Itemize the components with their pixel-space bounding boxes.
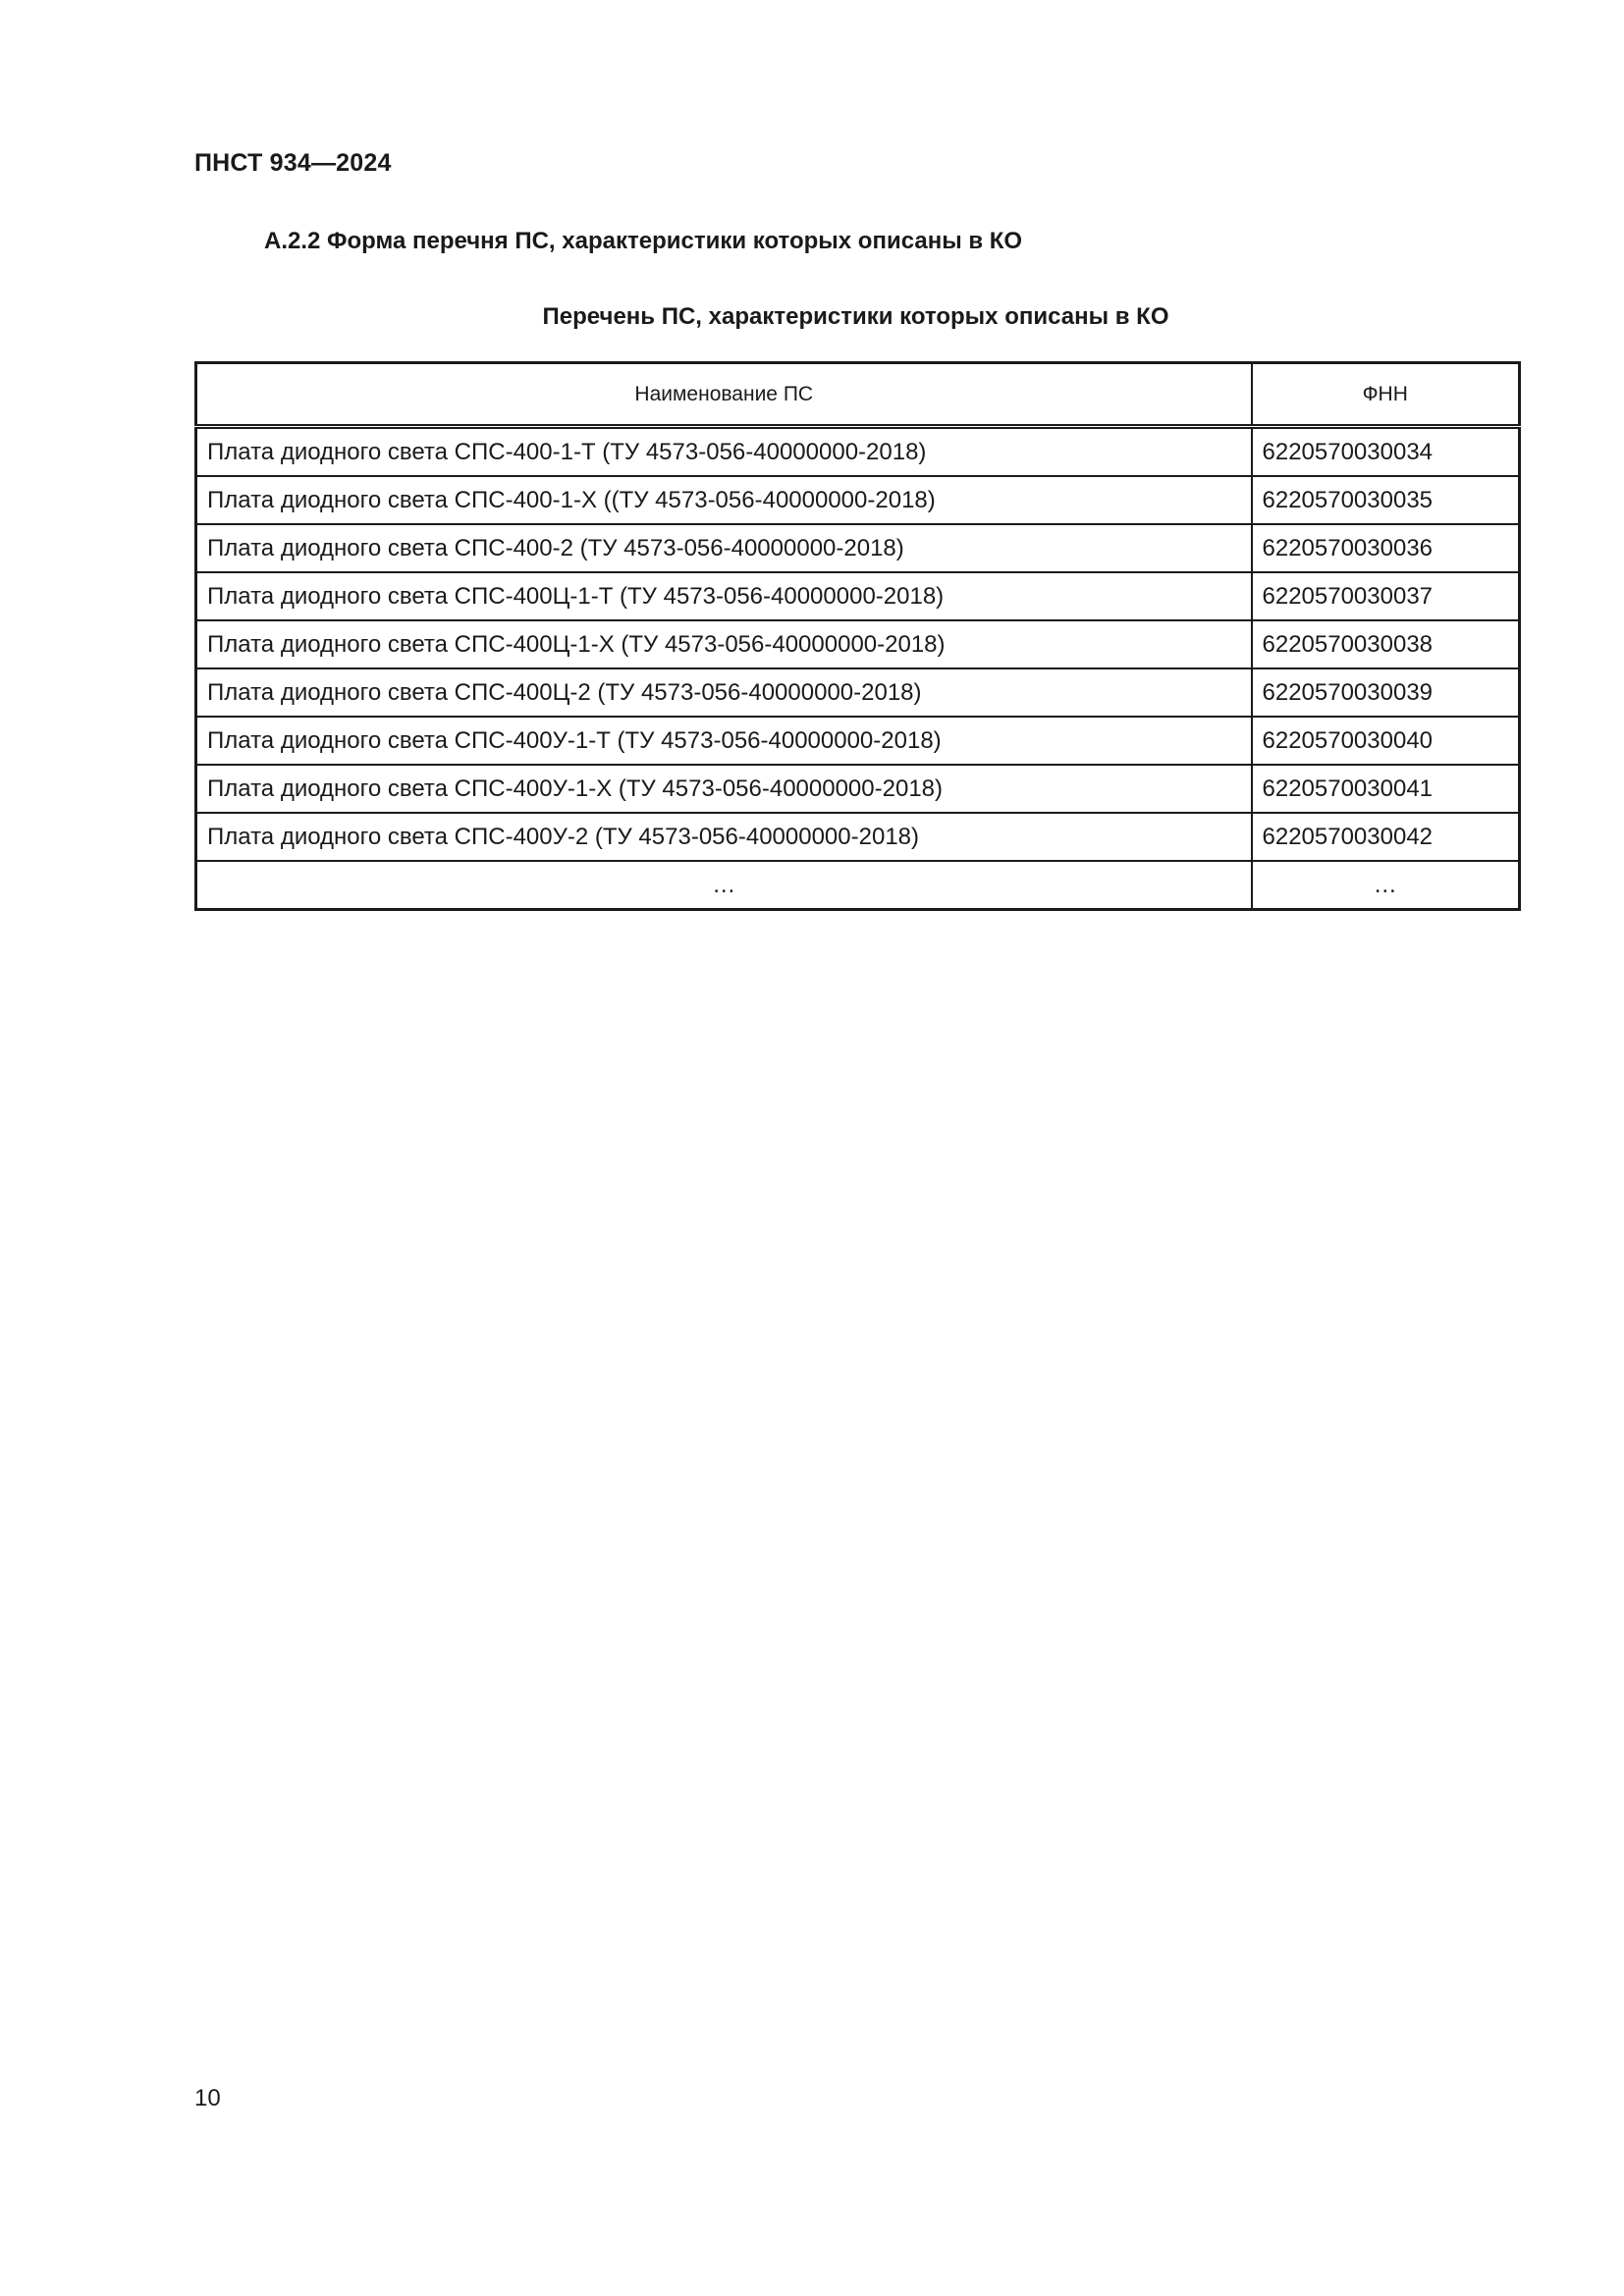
table-row xyxy=(196,765,1520,813)
table-row xyxy=(196,813,1520,861)
table-row xyxy=(196,524,1520,572)
table-row xyxy=(196,476,1520,524)
product-list-table xyxy=(194,361,1521,911)
table-row xyxy=(196,717,1520,765)
product-name-cell: Плата диодного света СПС-400У-1-Т (ТУ 4573-056-40000000-2018) xyxy=(196,717,1252,765)
table-row xyxy=(196,620,1520,668)
product-name-cell: Плата диодного света СПС-400У-2 (ТУ 4573-056-40000000-2018) xyxy=(196,813,1252,861)
table-row-ellipsis xyxy=(196,861,1520,910)
fnn-cell: 6220570030038 xyxy=(1252,620,1520,668)
table-caption: Перечень ПС, характеристики которых описаны в КО xyxy=(542,303,1169,330)
product-name-cell: Плата диодного света СПС-400Ц-1-Т (ТУ 4573-056-40000000-2018) xyxy=(196,572,1252,620)
fnn-cell: 6220570030041 xyxy=(1252,765,1520,813)
table-row xyxy=(196,572,1520,620)
fnn-cell: 6220570030035 xyxy=(1252,476,1520,524)
page-number: 10 xyxy=(194,2085,221,2111)
table-row xyxy=(196,668,1520,717)
table-row xyxy=(196,427,1520,477)
fnn-ellipsis-cell: … xyxy=(1252,861,1520,910)
product-name-cell: Плата диодного света СПС-400Ц-2 (ТУ 4573-056-40000000-2018) xyxy=(196,668,1252,717)
fnn-cell: 6220570030042 xyxy=(1252,813,1520,861)
fnn-cell: 6220570030034 xyxy=(1252,427,1520,477)
product-name-ellipsis-cell: … xyxy=(196,861,1252,910)
fnn-cell: 6220570030040 xyxy=(1252,717,1520,765)
product-name-cell: Плата диодного света СПС-400-2 (ТУ 4573-056-40000000-2018) xyxy=(196,524,1252,572)
product-name-cell: Плата диодного света СПС-400-1-Х ((ТУ 4573-056-40000000-2018) xyxy=(196,476,1252,524)
section-heading: А.2.2 Форма перечня ПС, характеристики которых описаны в КО xyxy=(264,228,1023,254)
table-header-row xyxy=(196,363,1520,427)
column-header-name: Наименование ПС xyxy=(196,363,1252,427)
fnn-cell: 6220570030037 xyxy=(1252,572,1520,620)
document-code: ПНСТ 934—2024 xyxy=(194,149,392,177)
fnn-cell: 6220570030036 xyxy=(1252,524,1520,572)
product-name-cell: Плата диодного света СПС-400-1-Т (ТУ 4573-056-40000000-2018) xyxy=(196,427,1252,477)
product-name-cell: Плата диодного света СПС-400У-1-Х (ТУ 4573-056-40000000-2018) xyxy=(196,765,1252,813)
column-header-fnn: ФНН xyxy=(1252,363,1520,427)
product-name-cell: Плата диодного света СПС-400Ц-1-Х (ТУ 4573-056-40000000-2018) xyxy=(196,620,1252,668)
fnn-cell: 6220570030039 xyxy=(1252,668,1520,717)
